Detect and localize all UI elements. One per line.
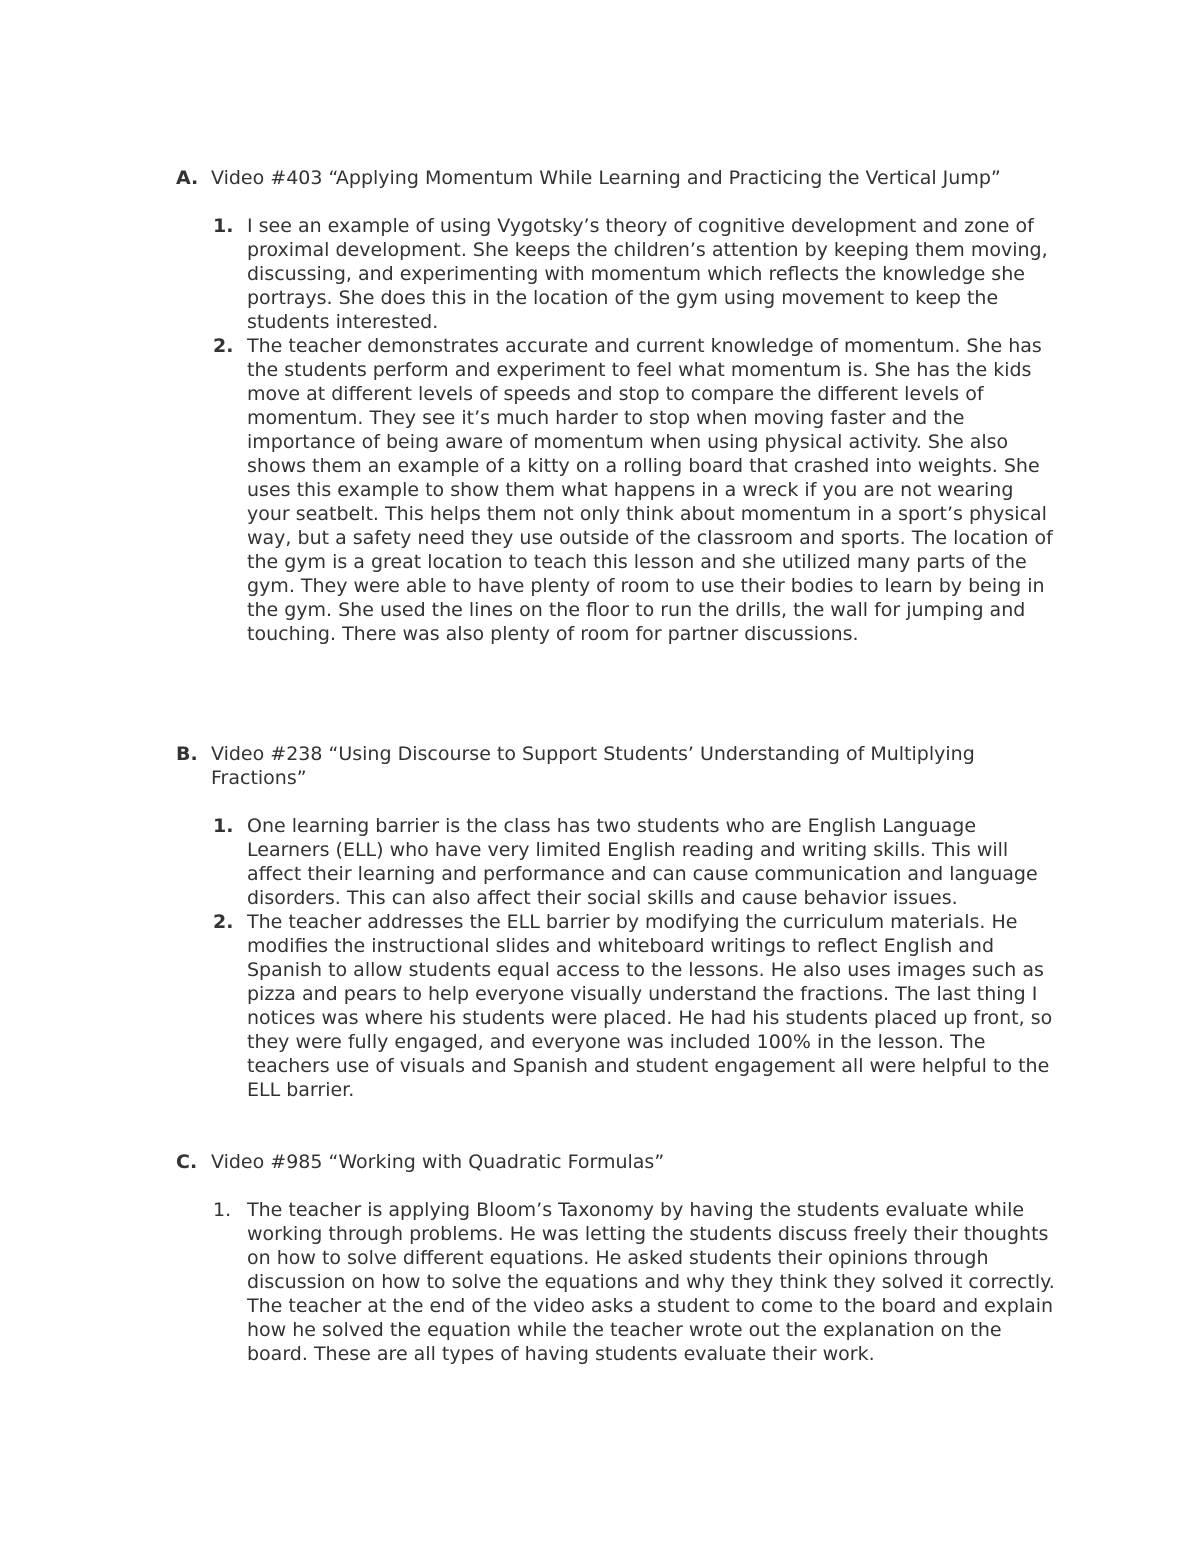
section-c-list — [176, 1198, 1076, 1366]
section-a-title: Video #403 “Applying Momentum While Learning and Practicing the Vertical Jump” — [211, 167, 1001, 189]
section-b-title: Video #238 “Using Discourse to Support Students’ Understanding of Multiplying Fractions” — [211, 743, 975, 789]
list-item-number: 2. — [213, 911, 234, 933]
section-a-letter: A. — [176, 167, 199, 189]
section-c-heading — [176, 1150, 1076, 1174]
section-b-list — [176, 814, 1076, 1102]
list-item-number: 1. — [213, 1199, 232, 1221]
list-item-number: 2. — [213, 335, 234, 357]
section-b-letter: B. — [176, 743, 198, 765]
list-item-number: 1. — [213, 815, 234, 837]
list-item-text: One learning barrier is the class has two students who are English Language Learners (ELL) who have very limited English reading and writing skills. This will affect their learning and performance and can cause communication and language disorders. This can also affect their social skills and cause behavior issues. — [247, 815, 1038, 909]
list-item-text: The teacher is applying Bloom’s Taxonomy by having the students evaluate while working through problems. He was letting the students discuss freely their thoughts on how to solve different equations. He asked students their opinions through discussion on how to solve the equations and why they think they solved it correctly. The teacher at the end of the video asks a student to come to the board and explain how he solved the equation while the teacher wrote out the explanation on the board. These are all types of having students evaluate their work. — [247, 1199, 1055, 1365]
list-item — [211, 1198, 1061, 1366]
list-item — [211, 334, 1061, 646]
section-a-list — [176, 214, 1076, 646]
section-b — [176, 742, 1076, 1102]
section-c — [176, 1150, 1076, 1366]
list-item — [211, 214, 1061, 334]
list-item-text: The teacher addresses the ELL barrier by modifying the curriculum materials. He modifies the instructional slides and whiteboard writings to reflect English and Spanish to allow students equal access to the lessons. He also uses images such as pizza and pears to help everyone visually understand the fractions. The last thing I notices was where his students were placed. He had his students placed up front, so they were fully engaged, and everyone was included 100% in the lesson. The teachers use of visuals and Spanish and student engagement all were helpful to the ELL barrier. — [247, 911, 1053, 1101]
list-item-text: I see an example of using Vygotsky’s theory of cognitive development and zone of proximal development. She keeps the children’s attention by keeping them moving, discussing, and experimenting with momentum which reflects the knowledge she portrays. She does this in the location of the gym using movement to keep the students interested. — [247, 215, 1048, 333]
section-c-title: Video #985 “Working with Quadratic Formulas” — [211, 1151, 665, 1173]
section-c-letter: C. — [176, 1151, 198, 1173]
list-item — [211, 814, 1061, 910]
section-a-heading — [176, 166, 1076, 190]
section-b-heading — [176, 742, 1076, 790]
list-item — [211, 910, 1061, 1102]
list-item-text: The teacher demonstrates accurate and current knowledge of momentum. She has the students perform and experiment to feel what momentum is. She has the kids move at different levels of speeds and stop to compare the different levels of momentum. They see it’s much harder to stop when moving faster and the importance of being aware of momentum when using physical activity. She also shows them an example of a kitty on a rolling board that crashed into weights. She uses this example to show them what happens in a wreck if you are not wearing your seatbelt. This helps them not only think about momentum in a sport’s physical way, but a safety need they use outside of the classroom and sports. The location of the gym is a great location to teach this lesson and she utilized many parts of the gym. They were able to have plenty of room to use their bodies to learn by being in the gym. She used the lines on the floor to run the drills, the wall for jumping and touching. There was also plenty of room for partner discussions. — [247, 335, 1053, 645]
list-item-number: 1. — [213, 215, 234, 237]
section-a — [176, 166, 1076, 646]
